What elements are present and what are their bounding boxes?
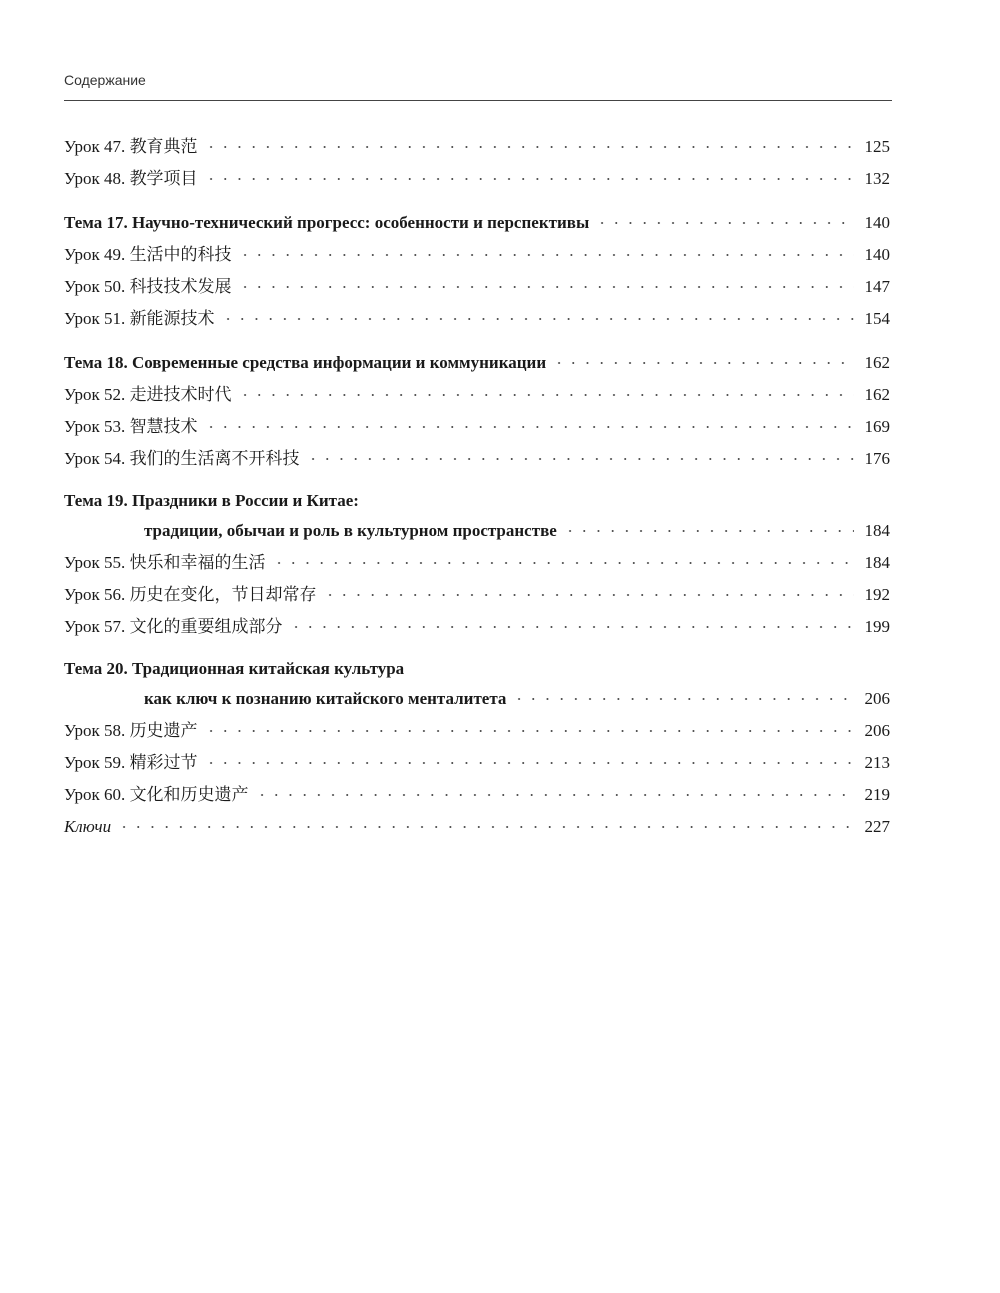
lesson-title: 文化的重要组成部分 (129, 617, 283, 637)
toc-entry-lesson-49[interactable] (64, 239, 890, 271)
page-number: 176 (864, 449, 890, 468)
page-number: 140 (864, 245, 890, 264)
dot-leader (238, 254, 854, 256)
lesson-number: Урок 53. (64, 417, 126, 436)
dot-leader (323, 594, 854, 596)
lesson-title: 教育典范 (129, 137, 198, 157)
toc-entry-lesson-57[interactable] (64, 611, 890, 643)
topic-18-group (64, 347, 890, 475)
lesson-title: 文化和历史遗产 (129, 785, 249, 805)
page-number: 213 (864, 753, 890, 772)
dot-leader (563, 530, 854, 532)
topic-title[interactable]: Тема 20. Традиционная китайская культура (64, 659, 405, 678)
lesson-number: Урок 49. (64, 245, 126, 264)
toc-entry-lesson-56[interactable] (64, 579, 890, 611)
topic-17-group (64, 207, 890, 335)
lesson-number: Урок 60. (64, 785, 126, 804)
topic-title: Тема 17. Научно-технический прогресс: особенности и перспективы (64, 213, 590, 232)
lesson-title: 走进技术时代 (129, 385, 232, 405)
lesson-number: Урок 48. (64, 169, 126, 188)
dot-leader (289, 626, 854, 628)
dot-leader (238, 394, 854, 396)
toc-entry-lesson-50[interactable] (64, 271, 890, 303)
dot-leader (204, 730, 854, 732)
toc-entry-topic-20[interactable] (64, 683, 890, 715)
page-number: 125 (864, 137, 890, 156)
lesson-number: Урок 47. (64, 137, 126, 156)
toc-entry-lesson-52[interactable] (64, 379, 890, 411)
dot-leader (512, 698, 854, 700)
toc-entry-lesson-55[interactable] (64, 547, 890, 579)
toc-entry-topic-18[interactable] (64, 347, 890, 379)
page-number: 184 (864, 521, 890, 540)
lesson-number: Урок 51. (64, 309, 126, 328)
dot-leader (204, 762, 854, 764)
lesson-number: Урок 52. (64, 385, 126, 404)
dot-leader (306, 458, 854, 460)
page-number: 184 (864, 553, 890, 572)
page-number: 199 (864, 617, 890, 636)
lesson-title: 我们的生活离不开科技 (129, 449, 300, 469)
lesson-title: 精彩过节 (129, 753, 198, 773)
lesson-number: Урок 56. (64, 585, 126, 604)
page-number: 140 (864, 213, 890, 232)
page-number: 219 (864, 785, 890, 804)
page-number: 206 (864, 689, 890, 708)
topic-subtitle: традиции, обычаи и роль в культурном пространстве (144, 521, 557, 540)
toc-entry-lesson-58[interactable] (64, 715, 890, 747)
page-number: 227 (864, 817, 890, 836)
lesson-number: Урок 50. (64, 277, 126, 296)
page-number: 132 (864, 169, 890, 188)
toc-entry-lesson-53[interactable] (64, 411, 890, 443)
page-number: 162 (864, 385, 890, 404)
topic-title[interactable]: Тема 19. Праздники в России и Китае: (64, 491, 359, 510)
topic-subtitle: как ключ к познанию китайского менталитета (144, 689, 507, 708)
toc-entry-lesson-47[interactable] (64, 131, 890, 163)
lesson-number: Урок 58. (64, 721, 126, 740)
toc-entry-lesson-51[interactable] (64, 303, 890, 335)
keys-title: Ключи (64, 817, 112, 836)
toc-entry-lesson-60[interactable] (64, 779, 890, 811)
lesson-title: 历史在变化，节日却常存 (129, 585, 317, 605)
lesson-title: 新能源技术 (129, 309, 215, 329)
dot-leader (552, 362, 854, 364)
toc-entry-lesson-54[interactable] (64, 443, 890, 475)
dot-leader (238, 286, 854, 288)
lesson-number: Урок 59. (64, 753, 126, 772)
header-rule (64, 100, 892, 101)
dot-leader (204, 146, 854, 148)
lesson-title: 智慧技术 (129, 417, 198, 437)
table-of-contents (64, 131, 890, 843)
lesson-number: Урок 54. (64, 449, 126, 468)
page-number: 154 (864, 309, 890, 328)
toc-entry-topic-19[interactable] (64, 515, 890, 547)
dot-leader (204, 426, 854, 428)
topic-title: Тема 18. Современные средства информации и коммуникации (64, 353, 547, 372)
lesson-title: 科技技术发展 (129, 277, 232, 297)
dot-leader (595, 222, 854, 224)
dot-leader (221, 318, 854, 320)
lesson-title: 快乐和幸福的生活 (129, 553, 266, 573)
page-number: 162 (864, 353, 890, 372)
lesson-title: 教学项目 (129, 169, 198, 189)
toc-entry-lesson-59[interactable] (64, 747, 890, 779)
dot-leader (117, 826, 854, 828)
dot-leader (204, 178, 854, 180)
running-header: Содержание (64, 72, 146, 88)
dot-leader (255, 794, 854, 796)
toc-entry-lesson-48[interactable] (64, 163, 890, 195)
lesson-number: Урок 55. (64, 553, 126, 572)
topic-19-group (64, 487, 890, 643)
page-number: 192 (864, 585, 890, 604)
toc-entry-topic-17[interactable] (64, 207, 890, 239)
lesson-title: 生活中的科技 (129, 245, 232, 265)
toc-entry-keys[interactable] (64, 811, 890, 843)
dot-leader (272, 562, 854, 564)
topic-20-group (64, 655, 890, 843)
page-number: 169 (864, 417, 890, 436)
lesson-title: 历史遗产 (129, 721, 198, 741)
lesson-number: Урок 57. (64, 617, 126, 636)
page-number: 147 (864, 277, 890, 296)
page-number: 206 (864, 721, 890, 740)
